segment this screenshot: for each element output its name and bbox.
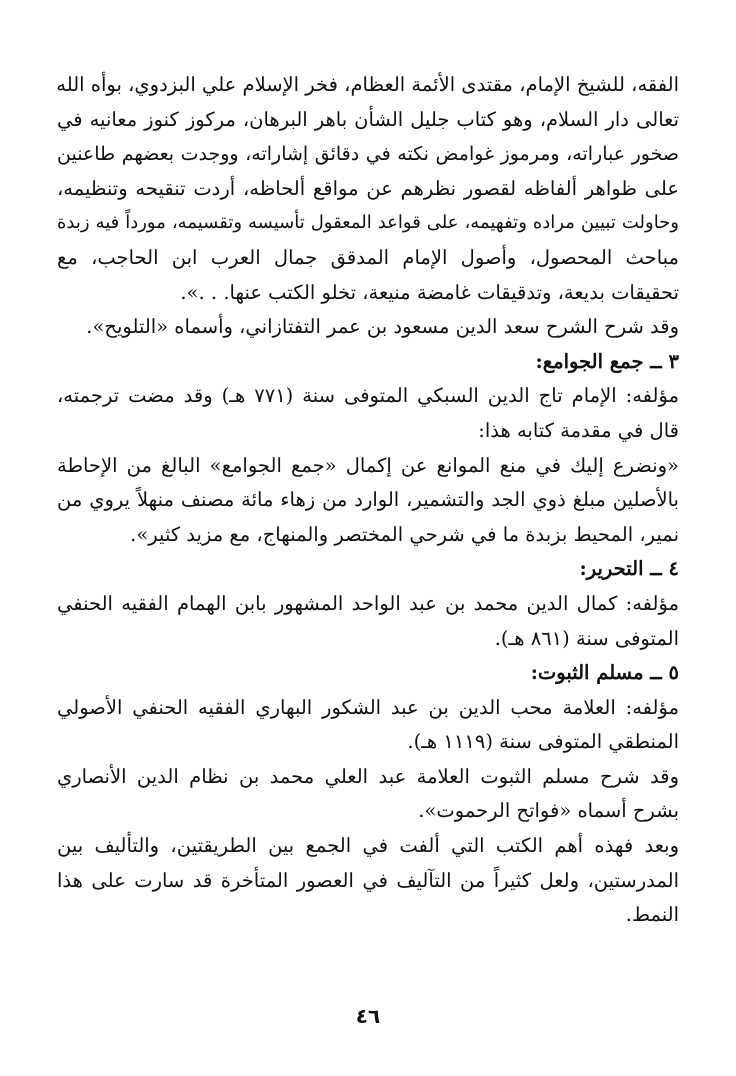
text-line: المنطقي المتوفى سنة (١١١٩ هـ). [407, 730, 679, 754]
text-line: وقد شرح مسلم الثبوت العلامة عبد العلي محمد بن نظام الدين الأنصاري [57, 764, 679, 788]
text-line: تحقيقات بديعة، وتدقيقات غامضة منيعة، تخلو الكتب عنها. . .». [180, 280, 679, 304]
text-line: نمير، المحيط بزبدة ما في شرحي المختصر والمنهاج، مع مزيد كثير». [130, 522, 679, 546]
text-line: «ونضرع إليك في منع الموانع عن إكمال «جمع الجوامع» البالغ من الإحاطة [57, 453, 679, 477]
page-body [57, 68, 679, 933]
text-line: وحاولت تبيين مراده وتفهيمه، على قواعد المعقول تأسيسه وتقسيمه، مورداً فيه زبدة [57, 212, 679, 234]
text-line: بالأصلين مبلغ ذوي الجد والتشمير، الوارد من زهاء مائة مصنف منهلاً يروي من [57, 488, 679, 512]
page-number: ٤٦ [355, 1004, 381, 1028]
section-heading: ٤ ــ التحرير: [579, 557, 679, 581]
text-line: وقد شرح الشرح سعد الدين مسعود بن عمر التفتازاني، وأسماه «التلويح». [86, 315, 679, 339]
text-line: الفقه، للشيخ الإمام، مقتدى الأئمة العظام، فخر الإسلام علي البزدوي، بوأه الله [56, 73, 679, 96]
text-line: المدرستين، ولعل كثيراً من التآليف في العصور المتأخرة قد سارت على هذا [57, 868, 679, 892]
text-line: تعالى دار السلام، وهو كتاب جليل الشأن باهر البرهان، مركوز كنوز معانيه في [57, 107, 679, 131]
text-line: وبعد فهذه أهم الكتب التي ألفت في الجمع بين الطريقتين، والتأليف بين [57, 834, 679, 858]
text-line: على ظواهر ألفاظه لقصور نظرهم عن مواقع ألحاظه، أردت تنقيحه وتنظيمه، [57, 176, 679, 200]
text-line: النمط. [625, 903, 679, 927]
section-heading: ٣ ــ جمع الجوامع: [535, 349, 679, 373]
text-line: مباحث المحصول، وأصول الإمام المدقق جمال العرب ابن الحاجب، مع [57, 245, 679, 269]
text-line: مؤلفه: الإمام تاج الدين السبكي المتوفى سنة (٧٧١ هـ) وقد مضت ترجمته، [57, 384, 679, 408]
text-line: بشرح أسماه «فواتح الرحموت». [418, 799, 679, 823]
text-line: المتوفى سنة (٨٦١ هـ). [494, 626, 679, 650]
text-line: صخور عباراته، ومرموز غوامض نكته في دقائق إشاراته، ووجدت بعضهم طاعنين [57, 143, 679, 166]
text-line: مؤلفه: كمال الدين محمد بن عبد الواحد المشهور بابن الهمام الفقيه الحنفي [57, 591, 679, 615]
text-line: قال في مقدمة كتابه هذا: [478, 418, 679, 442]
section-heading: ٥ ــ مسلم الثبوت: [530, 661, 679, 685]
text-line: مؤلفه: العلامة محب الدين بن عبد الشكور البهاري الفقيه الحنفي الأصولي [57, 695, 679, 719]
